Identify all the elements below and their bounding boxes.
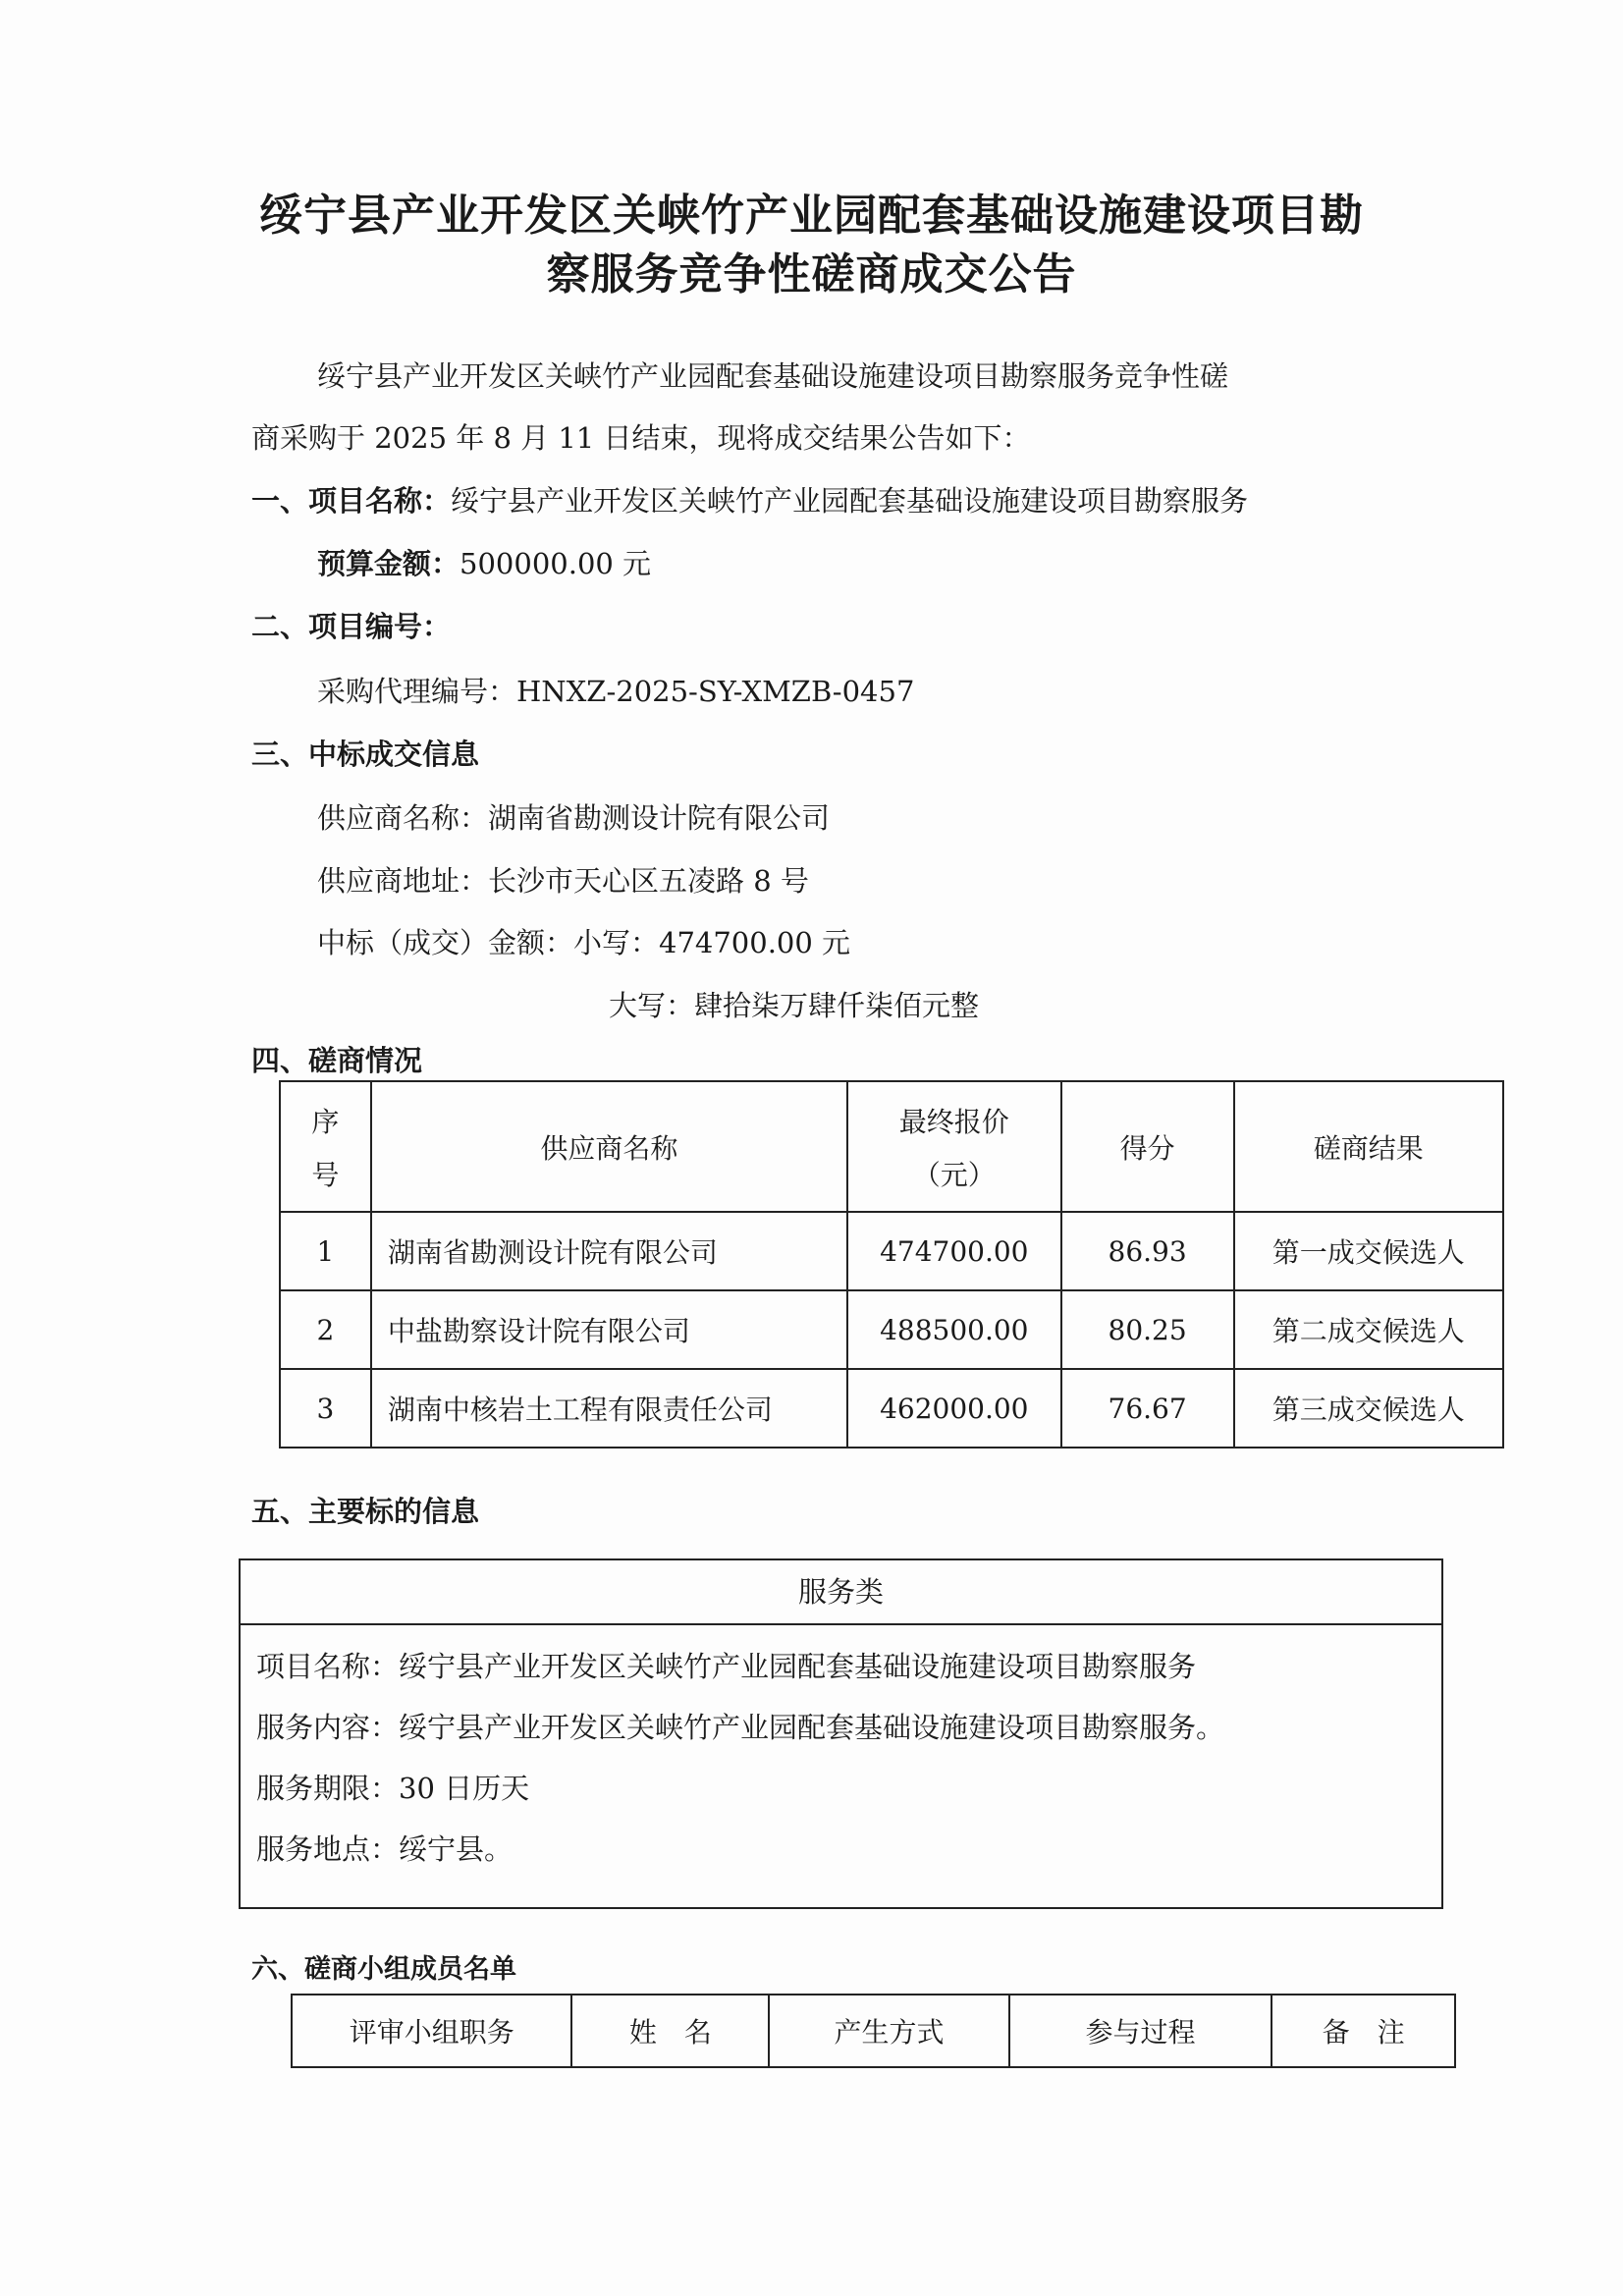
header-final-price: 最终报价 （元）: [847, 1081, 1061, 1212]
section-1: [251, 483, 1248, 519]
row-seq: 1: [280, 1212, 371, 1290]
amount-small: 中标（成交）金额：小写：474700.00 元: [317, 926, 851, 959]
section-5-label: 五、主要标的信息: [251, 1495, 480, 1528]
title-line-1: 绥宁县产业开发区关峡竹产业园配套基础设施建设项目勘: [259, 191, 1364, 241]
header-panel-role: 评审小组职务: [292, 1995, 571, 2067]
row-score: 86.93: [1061, 1212, 1234, 1290]
row-score: 76.67: [1061, 1369, 1234, 1448]
header-selection-method: 产生方式: [769, 1995, 1009, 2067]
row-result: 第一成交候选人: [1234, 1212, 1504, 1290]
supplier-name: 供应商名称：湖南省勘测设计院有限公司: [317, 801, 831, 835]
section-6-label: 六、磋商小组成员名单: [251, 1954, 516, 1985]
agent-code: 采购代理编号：HNXZ-2025-SY-XMZB-0457: [317, 675, 915, 708]
header-seq: 序 号: [280, 1081, 371, 1212]
negotiation-table: [279, 1080, 1504, 1449]
row-price: 488500.00: [847, 1290, 1061, 1369]
row-supplier-name: 湖南省勘测设计院有限公司: [371, 1212, 847, 1290]
row-result: 第二成交候选人: [1234, 1290, 1504, 1369]
subject-project-name: 项目名称：绥宁县产业开发区关峡竹产业园配套基础设施建设项目勘察服务: [256, 1650, 1197, 1683]
section-1-label: 一、项目名称：: [251, 484, 452, 518]
subject-content: 服务内容：绥宁县产业开发区关峡竹产业园配套基础设施建设项目勘察服务。: [256, 1711, 1225, 1744]
row-seq: 3: [280, 1369, 371, 1448]
header-score: 得分: [1061, 1081, 1234, 1212]
intro-line-2: 商采购于 2025 年 8 月 11 日结束，现将成交结果公告如下：: [251, 421, 1031, 455]
supplier-address: 供应商地址：长沙市天心区五凌路 8 号: [317, 864, 809, 898]
header-supplier-name: 供应商名称: [371, 1081, 847, 1212]
row-price: 462000.00: [847, 1369, 1061, 1448]
header-participation: 参与过程: [1009, 1995, 1272, 2067]
row-price: 474700.00: [847, 1212, 1061, 1290]
main-subject-box: [239, 1558, 1443, 1909]
table-row: [280, 1212, 1503, 1290]
row-supplier-name: 中盐勘察设计院有限公司: [371, 1290, 847, 1369]
row-result: 第三成交候选人: [1234, 1369, 1504, 1448]
budget-value: 500000.00 元: [460, 547, 652, 580]
subject-location: 服务地点：绥宁县。: [256, 1832, 514, 1866]
header-member-name: 姓 名: [571, 1995, 769, 2067]
table-row: [280, 1290, 1503, 1369]
budget-line: [317, 546, 651, 581]
negotiation-table-header: [280, 1081, 1503, 1212]
header-result: 磋商结果: [1234, 1081, 1504, 1212]
service-type-title: 服务类: [241, 1560, 1441, 1625]
title-line-2: 察服务竞争性磋商成交公告: [546, 249, 1077, 300]
project-name-value: 绥宁县产业开发区关峡竹产业园配套基础设施建设项目勘察服务: [451, 484, 1249, 518]
section-2-label: 二、项目编号：: [251, 610, 452, 643]
budget-label: 预算金额：: [317, 547, 460, 580]
intro-line-1: 绥宁县产业开发区关峡竹产业园配套基础设施建设项目勘察服务竞争性磋: [317, 359, 1229, 393]
section-4-label: 四、磋商情况: [251, 1044, 423, 1077]
section-3-label: 三、中标成交信息: [251, 738, 480, 771]
panel-member-table: [291, 1994, 1456, 2068]
panel-member-table-header: [292, 1995, 1455, 2067]
document-title: [196, 187, 1427, 304]
row-score: 80.25: [1061, 1290, 1234, 1369]
subject-period: 服务期限：30 日历天: [256, 1772, 530, 1805]
row-supplier-name: 湖南中核岩土工程有限责任公司: [371, 1369, 847, 1448]
amount-big: 大写：肆拾柒万肆仟柒佰元整: [609, 989, 980, 1022]
table-row: [280, 1369, 1503, 1448]
row-seq: 2: [280, 1290, 371, 1369]
header-remarks: 备 注: [1271, 1995, 1455, 2067]
